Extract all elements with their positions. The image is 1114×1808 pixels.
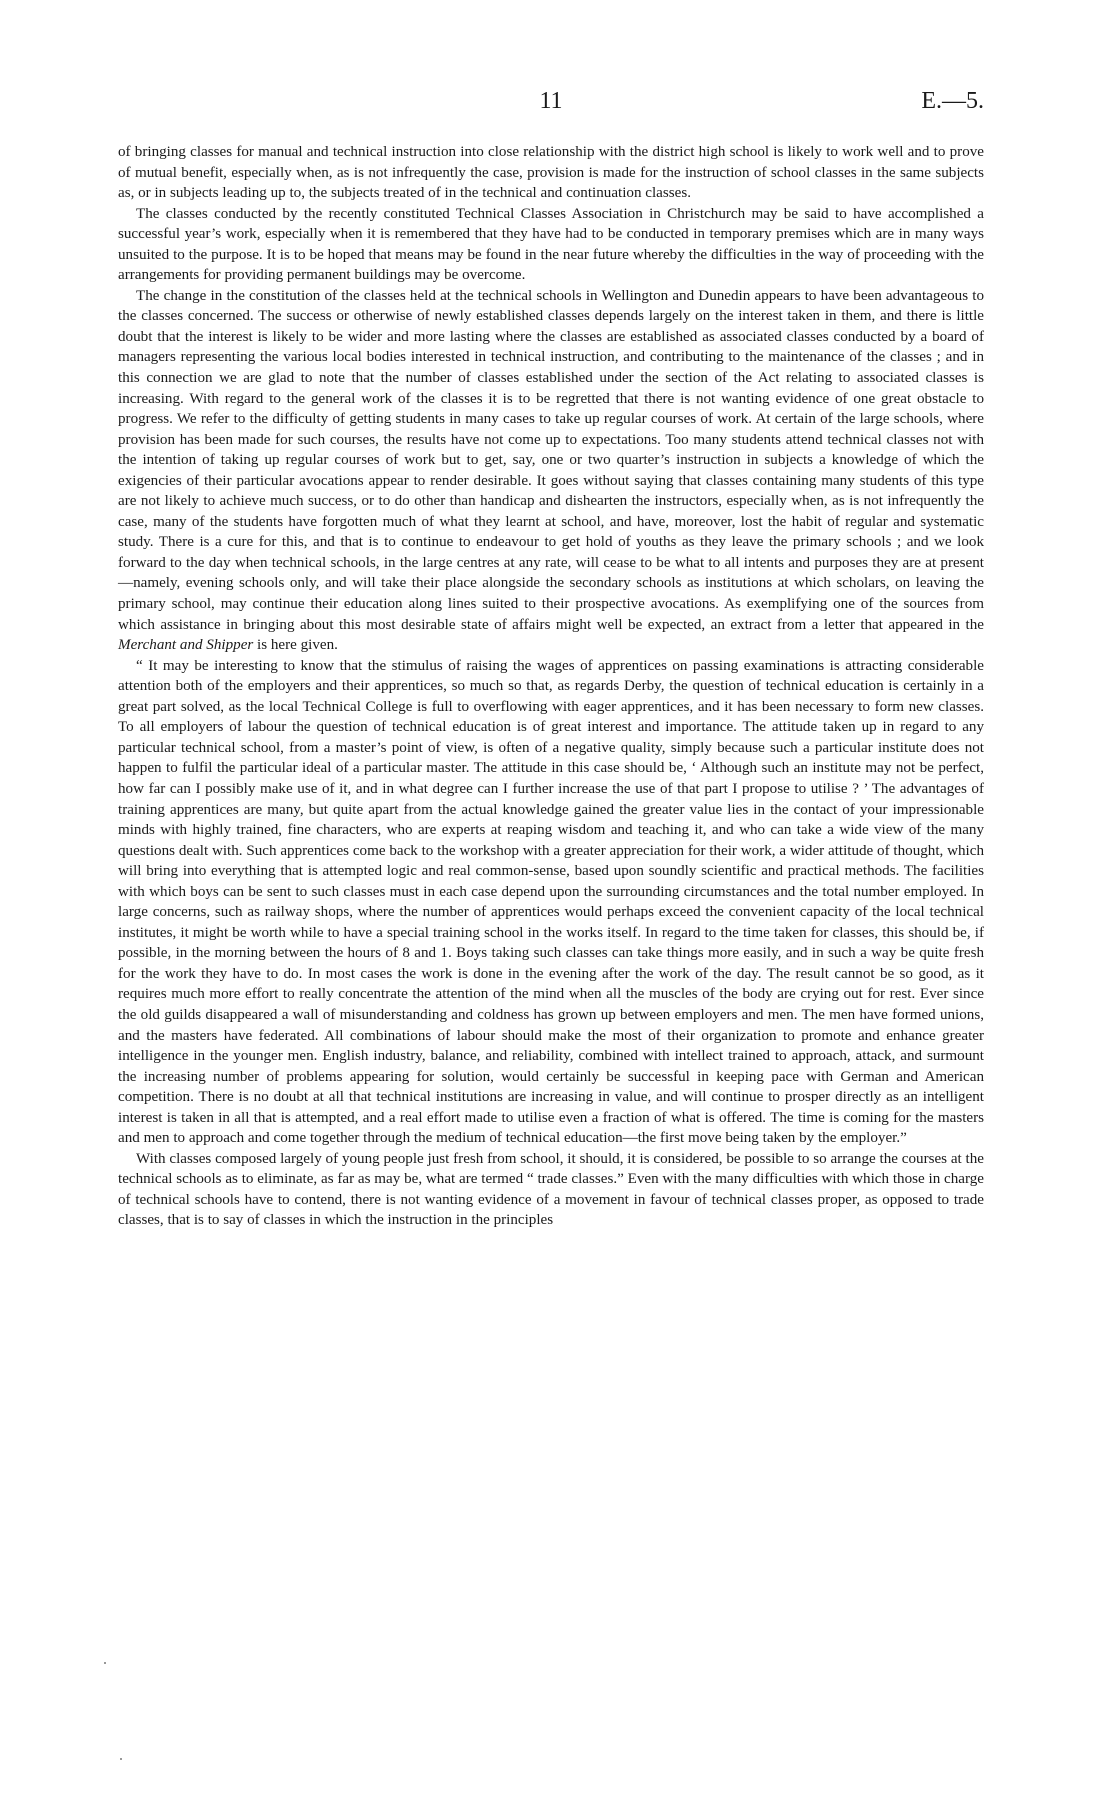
document-reference: E.—5. [921,88,984,114]
paragraph-trade-classes: With classes composed largely of young people just fresh from school, it should, it is considered, be possible to so arrange the courses at the technical schools as to eliminate, as far as may be, what are termed “ trade classes.” Even with the many difficulties with which those in charge of technical schools have to contend, there is not wanting evidence of a movement in favour of technical classes proper, as opposed to trade classes, that is to say of classes in which the instruction in the principles [118,1150,984,1229]
page-header [118,88,984,120]
paragraph-continuation: of bringing classes for manual and technical instruction into close relationship with the district high school is likely to work well and to prove of mutual benefit, especially when, as is not infrequently the case, provision is made for the instruction of school classes in the same subjects as, or in subjects leading up to, the subjects treated of in the technical and continuation classes. [118,144,984,202]
scan-speck [104,1662,106,1664]
body-text [118,142,984,1231]
paragraph-constitution-change [118,286,984,656]
page-number: 11 [539,88,563,114]
paragraph-christchurch: The classes conducted by the recently constituted Technical Classes Association in Christchurch may be said to have accomplished a successful year’s work, especially when it is remembered that they have had to be conducted in temporary premises which are in many ways unsuited to the purpose. It is to be hoped that means may be found in the near future whereby the difficulties in the way of proceeding with the arrangements for providing permanent buildings may be overcome. [118,205,984,284]
paragraph-constitution-tail: is here given. [253,637,338,654]
scan-speck [120,1758,122,1760]
publication-title: Merchant and Shipper [118,637,254,654]
paragraph-quoted-letter: “ It may be interesting to know that the stimulus of raising the wages of apprentices on passing examinations is attracting considerable attention both of the employers and their apprentices, so much so that, as regards Derby, the question of technical education is certainly in a great part solved, as the local Technical College is full to overflowing with eager apprentices, and it has been necessary to form new classes. To all employers of labour the question of technical education is of great interest and importance. The attitude taken up in regard to any particular technical school, from a master’s point of view, is often of a negative quality, simply because such a particular institute does not happen to fulfil the particular ideal of a particular master. The attitude in this case should be, ‘ Although such an institute may not be perfect, how far can I possibly make use of it, and in what degree can I further increase the use of that part I propose to utilise ? ’ The advantages of training apprentices are many, but quite apart from the actual knowledge gained the greater value lies in the contact of your impressionable minds with highly trained, fine characters, who are experts at reaping wisdom and teaching it, and who can take a wide view of the many questions dealt with. Such apprentices come back to the workshop with a greater appreciation for their work, a wider attitude of thought, which will bring into everything that is attempted logic and real common-sense, based upon soundly scientific and practical methods. The facilities with which boys can be sent to such classes must in each case depend upon the surrounding circumstances and the total number employed. In large concerns, such as railway shops, where the number of apprentices would perhaps exceed the convenient capacity of the local technical institutes, it might be worth while to have a special training school in the works itself. In regard to the time taken for classes, this should be, if possible, in the morning between the hours of 8 and 1. Boys taking such classes can take things more easily, and in such a way be quite fresh for the work they have to do. In most cases the work is done in the evening after the work of the day. The result cannot be so good, as it requires much more effort to really concentrate the attention of the mind when all the muscles of the body are crying out for rest. Ever since the old guilds disappeared a wall of misunderstanding and coldness has grown up between employers and men. The men have formed unions, and the masters have federated. All combinations of labour should make the most of their organization to promote and enhance greater intelligence in the younger men. English industry, balance, and reliability, combined with intellect trained to approach, attack, and surmount the increasing number of problems appearing for solution, would certainly be successful in keeping pace with German and American competition. There is no doubt at all that technical institutions are increasing in value, and will continue to prosper directly as an intelligent interest is taken in all that is attempted, and a real effort made to utilise even a fraction of what is offered. The time is coming for the masters and men to approach and come together through the medium of technical education—the first move being taken by the employer.” [118,657,984,1147]
paragraph-constitution-text: The change in the constitution of the classes held at the technical schools in Wellington and Dunedin appears to have been advantageous to the classes concerned. The success or otherwise of newly established classes depends largely on the interest taken in them, and there is little doubt that the interest is likely to be wider and more lasting where the classes are established as associated classes conducted by a board of managers representing the various local bodies interested in technical instruction, and contributing to the maintenance of the classes ; and in this connection we are glad to note that the number of classes established under the section of the Act relating to associated classes is increasing. With regard to the general work of the classes it is to be regretted that there is not wanting evidence of one great obstacle to progress. We refer to the difficulty of getting students in many cases to take up regular courses of work. At certain of the large schools, where provision has been made for such courses, the results have not come up to expectations. Too many students attend technical classes not with the intention of taking up regular courses of work but to get, say, one or two quarter’s instruction in subjects a knowledge of which the exigencies of their particular avocations appear to render desirable. It goes without saying that classes containing many students of this type are not likely to achieve much success, or to do other than handicap and dishearten the instructors, especially when, as is not infrequently the case, many of the students have forgotten much of what they learnt at school, and have, moreover, lost the habit of regular and systematic study. There is a cure for this, and that is to continue to endeavour to get hold of youths as they leave the primary schools ; and we look forward to the day when technical schools, in the large centres at any rate, will cease to be what to all intents and purposes they are at present—namely, evening schools only, and will take their place alongside the secondary schools as institutions at which scholars, on leaving the primary school, may continue their education along lines suited to their prospective avocations. As exemplifying one of the sources from which assistance in bringing about this most desirable state of affairs might well be expected, an extract from a letter that appeared in the [118,287,984,633]
